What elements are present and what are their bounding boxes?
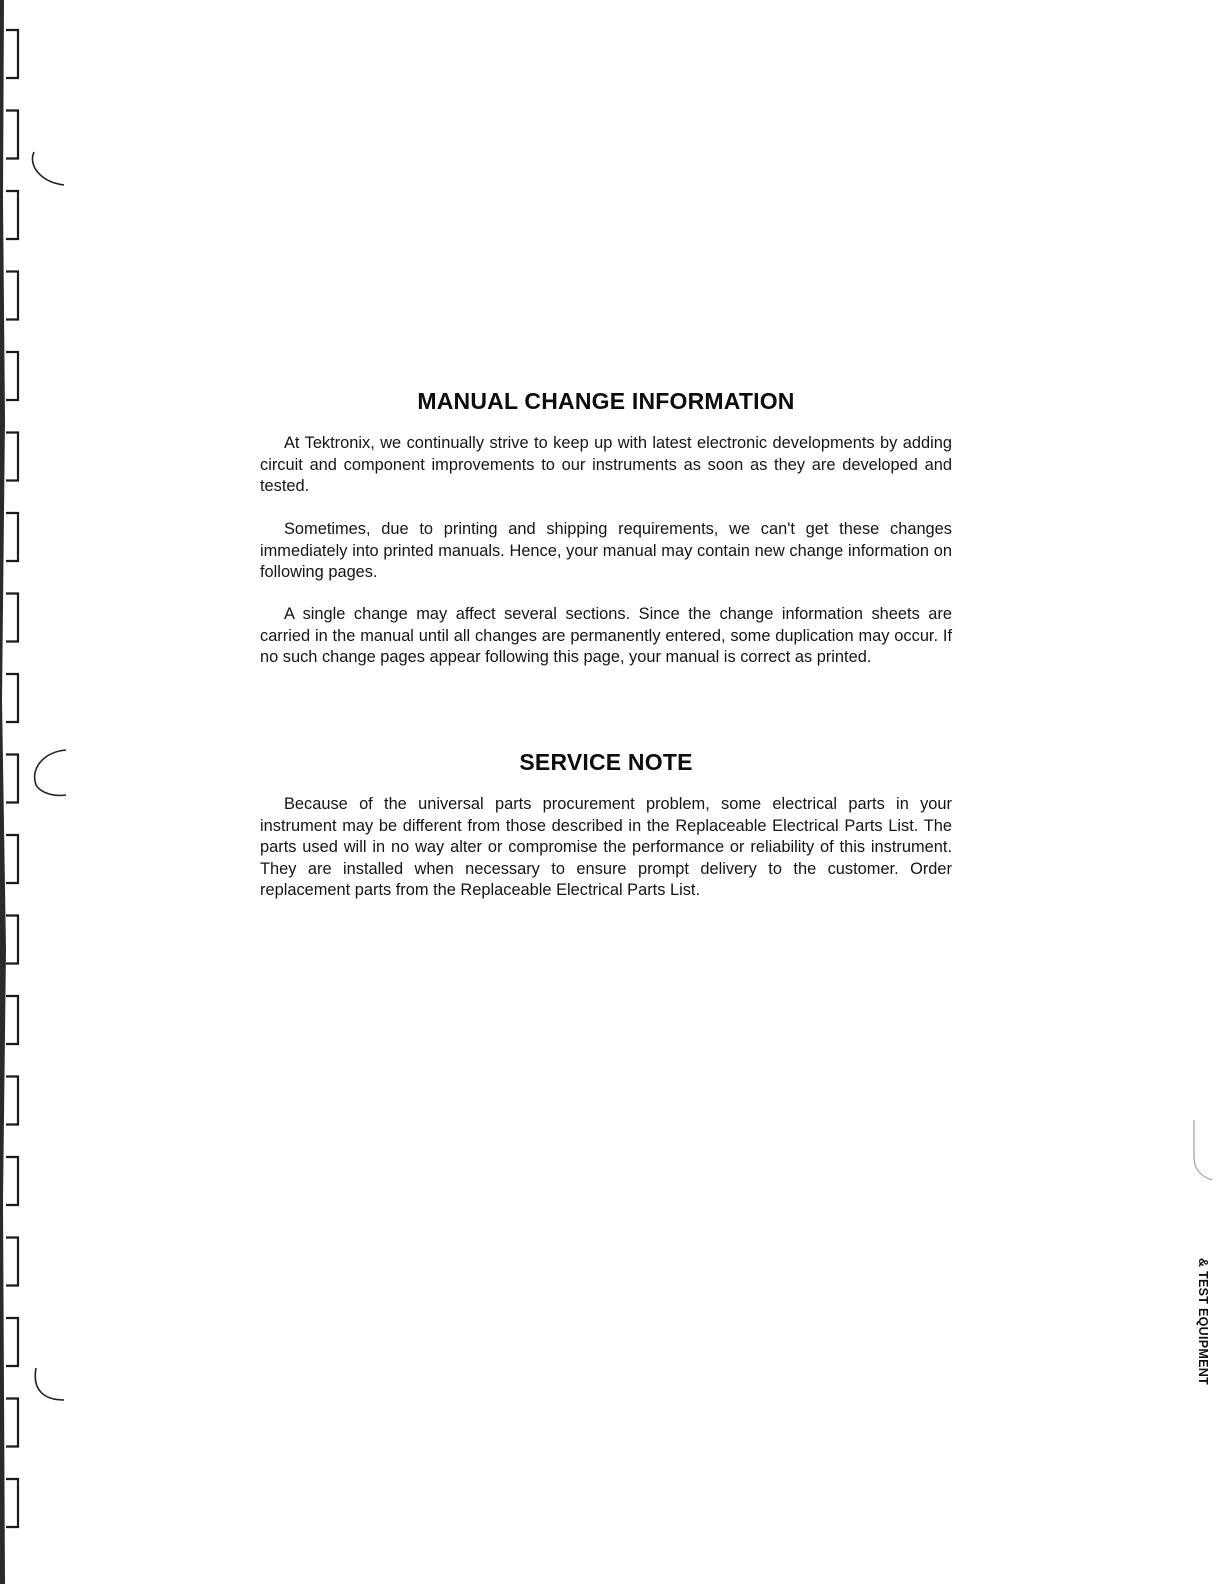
paragraph <box>260 519 952 584</box>
punch-hole-arc <box>32 152 64 185</box>
binding-slots <box>6 30 18 1527</box>
binding-slot <box>6 191 18 239</box>
binding-slot <box>6 1318 18 1366</box>
binding-slot <box>6 111 18 159</box>
binding-slot <box>6 916 18 964</box>
binding-slot <box>6 835 18 883</box>
punch-hole-arc <box>35 750 66 795</box>
binding-slot <box>6 1077 18 1125</box>
binding-slot <box>6 1238 18 1286</box>
binding-slot <box>6 594 18 642</box>
paragraph <box>260 794 952 902</box>
paragraph <box>260 604 952 669</box>
binding-slot <box>6 1399 18 1447</box>
paragraph <box>260 433 952 498</box>
binding-slot <box>6 272 18 320</box>
binding-slot <box>6 433 18 481</box>
binding-slot <box>6 674 18 722</box>
paragraph-text: A single change may affect several sections. Since the change information sheets are carried in the manual until all changes are permanently entered, some duplication may occur. If no such change pages appear following this page, your manual is correct as printed. <box>260 605 952 666</box>
edge-mark <box>1190 1120 1220 1180</box>
punch-hole-arc <box>35 1368 64 1400</box>
section-tab-label: & TEST EQUIPMENT <box>1196 1258 1210 1386</box>
binding-slot <box>6 755 18 803</box>
section-heading: SERVICE NOTE <box>519 749 693 775</box>
binding-slot <box>6 996 18 1044</box>
binding-edge <box>0 0 6 1584</box>
binding-slot <box>6 1157 18 1205</box>
paragraph-text: Sometimes, due to printing and shipping requirements, we can't get these changes immediately into printed manuals. Hence, your manual may contain new change information on following pages. <box>260 520 952 581</box>
binding-slot <box>6 513 18 561</box>
section-heading: MANUAL CHANGE INFORMATION <box>417 388 795 414</box>
paragraph-text: At Tektronix, we continually strive to keep up with latest electronic developments by adding circuit and component improvements to our instruments as soon as they are developed and tested. <box>260 434 952 495</box>
binding-slot <box>6 30 18 78</box>
comb-binding <box>0 0 80 1584</box>
binding-slot <box>6 1479 18 1527</box>
paragraph-text: Because of the universal parts procurement problem, some electrical parts in your instrument may be different from those described in the Replaceable Electrical Parts List. The parts used will in no way alter or compromise the performance or reliability of this instrument. They are installed when necessary to ensure prompt delivery to the customer. Order replacement parts from the Replaceable Electrical Parts List. <box>260 795 952 899</box>
binding-slot <box>6 352 18 400</box>
